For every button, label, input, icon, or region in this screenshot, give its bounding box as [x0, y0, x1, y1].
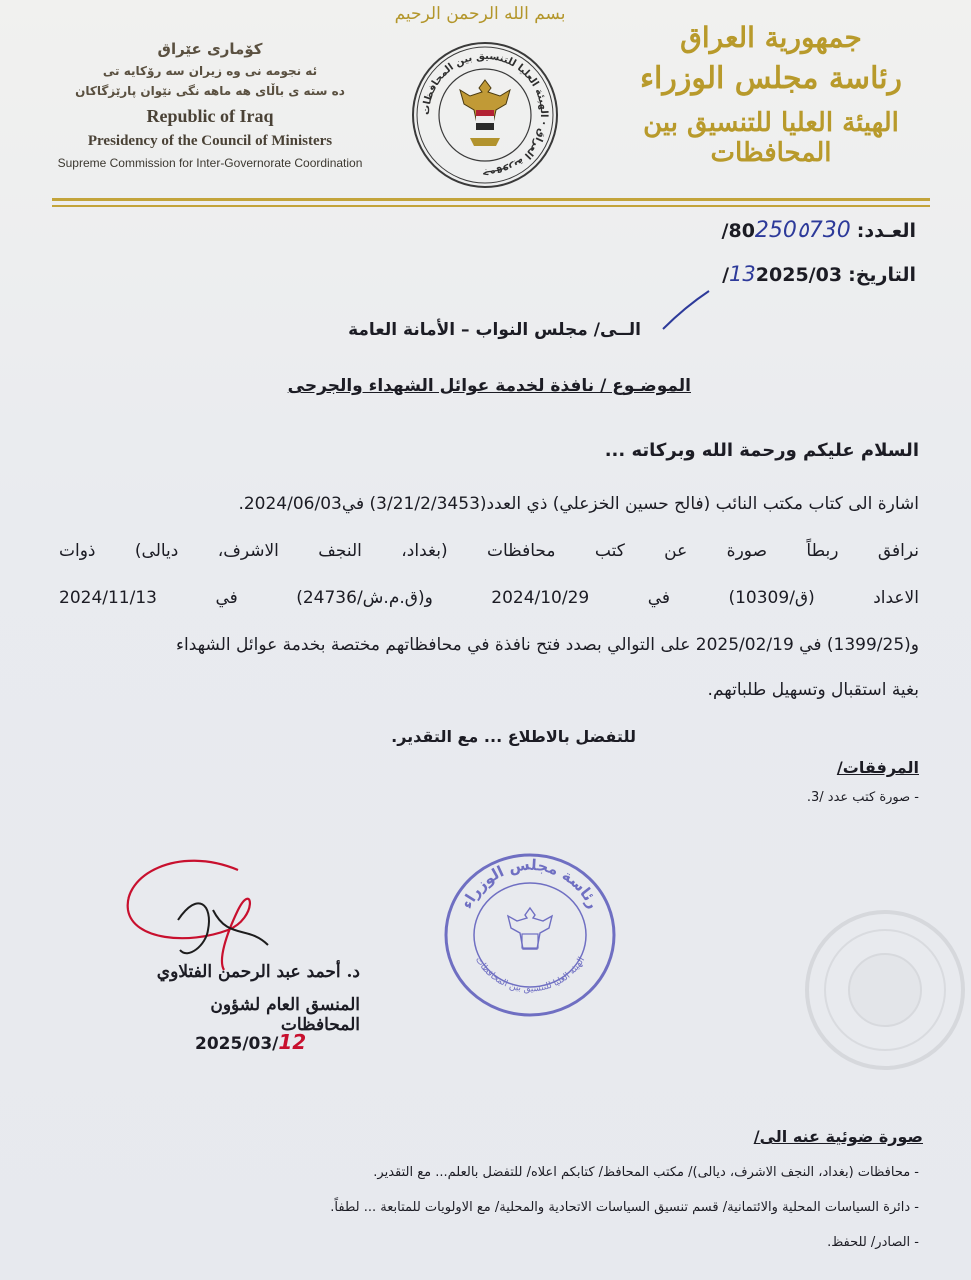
header-kurdish-line-1: كۆماری عێراق	[157, 40, 263, 58]
seal-ring-text: جمهورية العراق · الهيئة العليا للتنسيق بين المحافظات	[420, 50, 550, 180]
copies-title: صورة ضوئية عنه الى/	[753, 1127, 923, 1146]
body-line-2: نرافق ربطاً صورة عن كتب محافظات (بغداد، النجف الاشرف، ديالى) ذوات	[59, 541, 919, 561]
official-stamp	[440, 850, 620, 1020]
header-english-line-3: Supreme Commission for Inter-Governorate Coordination	[57, 156, 363, 170]
header-rule	[52, 198, 930, 201]
body-line-1: اشارة الى كتاب مكتب النائب (فالح حسين الخزعلي) ذي العدد(3/21/2/3453) في2024/06/03.	[238, 494, 919, 514]
doc-date-printed: 2025/03/	[722, 264, 843, 286]
header-kurdish-line-3: ده سته ی باڵای هه ماهه نگی نێوان پارێزگاکان	[75, 84, 345, 98]
emblem-seal	[410, 40, 560, 190]
pen-mark	[655, 285, 715, 335]
header-rule-thin	[52, 205, 930, 207]
header-arabic-line-1: جمهورية العراق	[680, 21, 862, 54]
doc-number-label: العـدد:	[856, 220, 916, 242]
svg-text:الهيئة العليا للتنسيق بين المح	[473, 955, 587, 994]
doc-number-handwritten: 250٥730	[754, 218, 851, 243]
closing: للتفضل بالاطلاع ... مع التقدير.	[391, 727, 636, 746]
signatory-title: المنسق العام لشؤون المحافظات	[210, 995, 360, 1035]
doc-date-handwritten: 13	[729, 262, 756, 286]
embossed-seal	[790, 905, 971, 1075]
copies-item-1: - محافظات (بغداد، النجف الاشرف، ديالى)/ مكتب المحافظ/ كتابكم اعلاه/ للتفضل بالعلم... مع التقدير.	[373, 1165, 919, 1180]
signature-date-line	[195, 1030, 335, 1054]
eagle-icon	[460, 80, 510, 146]
copies-item-3: - الصادر/ للحفظ.	[827, 1235, 919, 1250]
body-line-5: بغية استقبال وتسهيل طلباتهم.	[707, 680, 919, 700]
body-line-4: و(1399/25) في 2025/02/19 على التوالي بصدد فتح نافذة في محافظاتهم مختصة بخدمة عوائل الشهداء	[176, 635, 919, 655]
stamp-bottom-text: الهيئة العليا للتنسيق بين المحافظات	[472, 955, 588, 995]
greeting: السلام عليكم ورحمة الله وبركاته ...	[604, 440, 919, 461]
attachments-item: - صورة كتب عدد /3.	[806, 790, 919, 805]
header-arabic-line-2: رئاسة مجلس الوزراء	[639, 61, 903, 97]
doc-number-printed: /80	[721, 220, 755, 242]
copies-item-2: - دائرة السياسات المحلية والائتمانية/ قسم تنسيق السياسات الاتحادية والمحلية/ مع الاولويات للمتابعة ... لطفاً.	[330, 1200, 919, 1215]
stamp-eagle-icon	[508, 908, 552, 949]
doc-date-label: التاريخ:	[848, 264, 916, 286]
header-latin	[55, 40, 365, 170]
header-arabic	[611, 22, 931, 168]
subject: الموضـوع / نافذة لخدمة عوائل الشهداء والجرحى	[287, 376, 691, 396]
stamp-text: رئاسة مجلس الوزراء	[457, 855, 603, 912]
signature-date-handwritten: 12	[278, 1030, 307, 1054]
attachments-title: المرفقات/	[836, 758, 919, 777]
signature-date-printed: 2025/03/	[195, 1034, 279, 1054]
addressee: الــى/ مجلس النواب – الأمانة العامة	[348, 320, 641, 340]
doc-date-line	[516, 262, 916, 286]
body-line-3: الاعداد (ق/10309) في 2024/10/29 و(ق.م.ش/24736) في 2024/11/13	[59, 588, 919, 608]
header-english-line-1: Republic of Iraq	[146, 106, 274, 126]
header-english-line-2: Presidency of the Council of Ministers	[87, 133, 333, 149]
header-arabic-line-3: الهيئة العليا للتنسيق بين المحافظات	[643, 107, 899, 168]
signatory-name: د. أحمد عبد الرحمن الفتلاوي	[156, 962, 360, 982]
doc-number-line	[516, 218, 916, 243]
basmala: بسم الله الرحمن الرحيم	[394, 4, 566, 24]
signature-scribble	[118, 850, 318, 980]
header-kurdish-line-2: ئه نجومه نی وه زیران سه رۆکایه تی	[102, 64, 318, 78]
